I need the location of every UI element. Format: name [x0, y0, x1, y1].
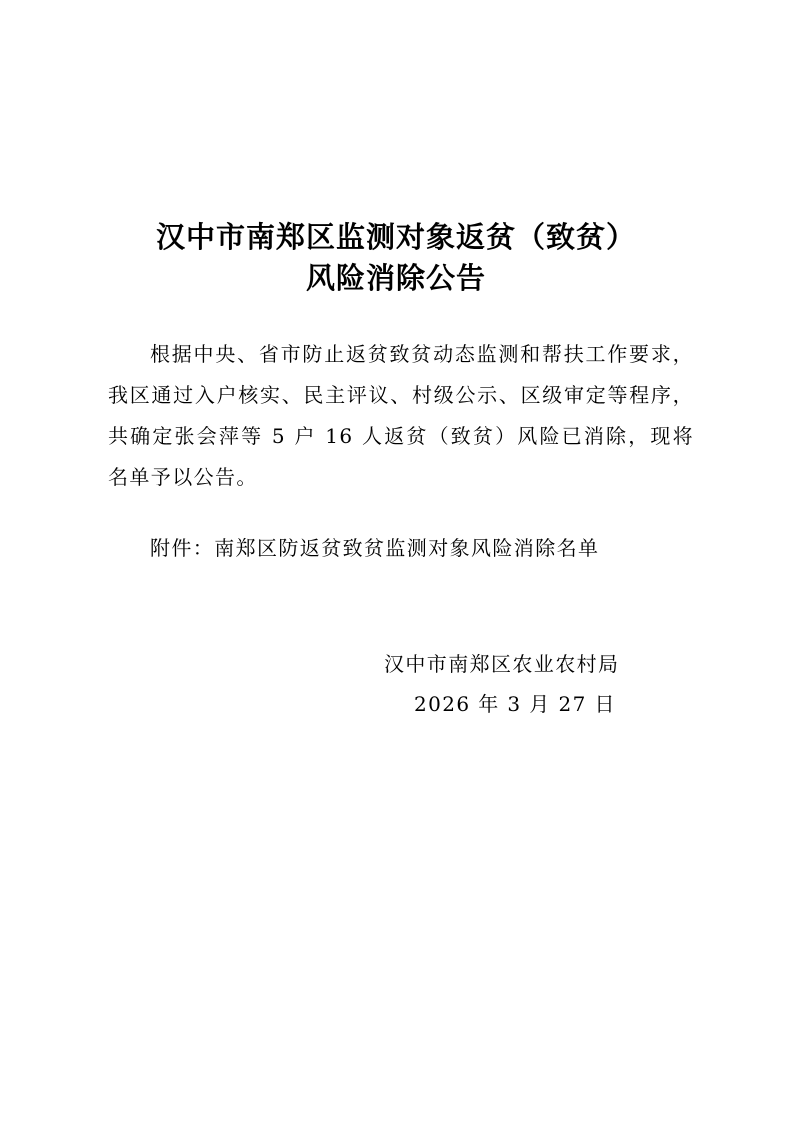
- issuing-organization: 汉中市南郑区农业农村局: [384, 652, 620, 676]
- document-title-line-1: 汉中市南郑区监测对象返贫（致贫）: [155, 220, 636, 254]
- issue-date: 2026 年 3 月 27 日: [414, 692, 616, 716]
- document-title-line-2: 风险消除公告: [305, 261, 486, 295]
- attachment-note: 附件：南郑区防返贫致贫监测对象风险消除名单: [150, 536, 600, 560]
- announcement-body: 根据中央、省市防止返贫致贫动态监测和帮扶工作要求，我区通过入户核实、民主评议、村级公示、区级审定等程序，共确定张会萍等 5 户 16 人返贫（致贫）风险已消除，现将名单予以公告。: [108, 342, 694, 489]
